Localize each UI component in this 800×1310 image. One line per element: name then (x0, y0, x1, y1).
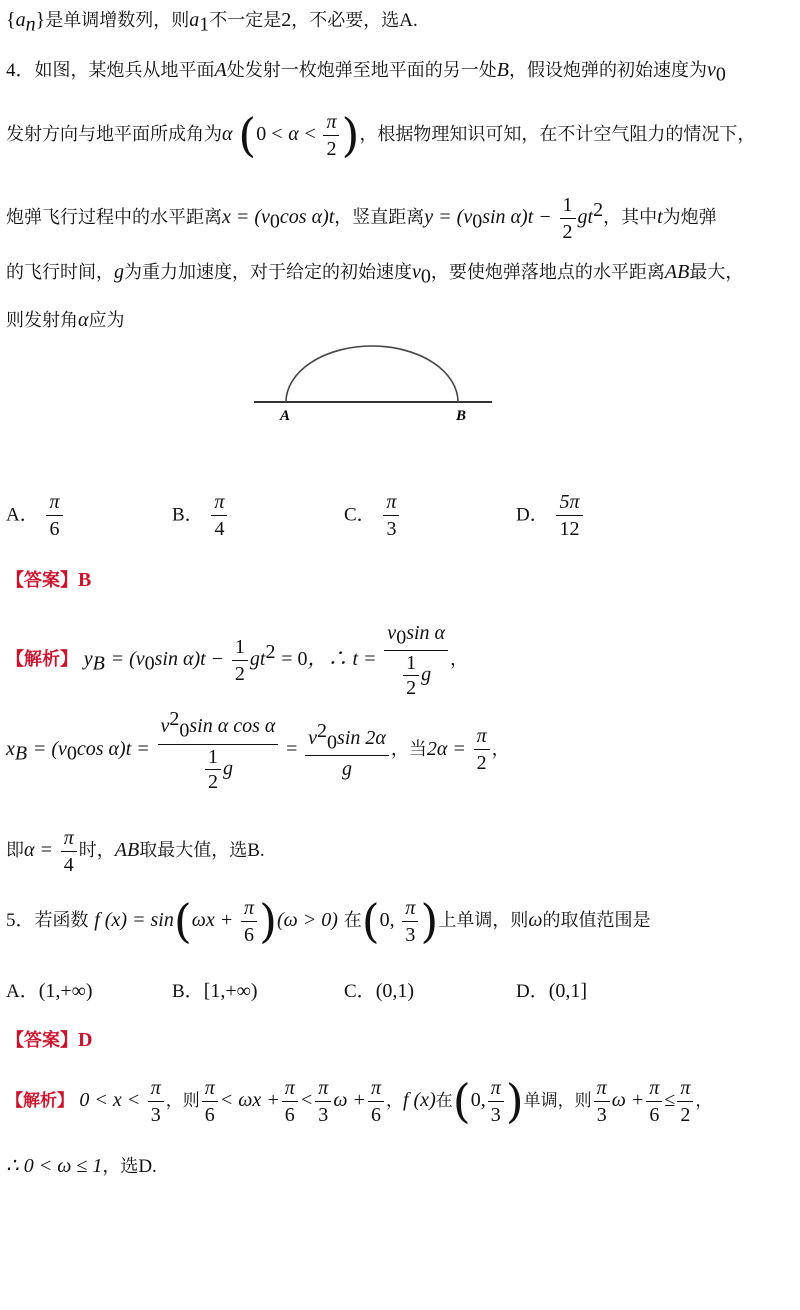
q4-line-3 (6, 180, 794, 243)
pi-over-6 (202, 1075, 218, 1128)
gt-var: gt (577, 206, 594, 228)
x-eq-2: cos α)t (279, 206, 335, 228)
q4-text: 如图，某炮兵从地平面 (34, 60, 215, 81)
frac-num: π (368, 1075, 384, 1102)
intro-text-2: 不一定是 (209, 10, 282, 31)
intro-text-1: 是单调增数列，则 (45, 10, 190, 31)
expr: sin α)t − (154, 648, 225, 670)
frac-num: v (160, 715, 170, 737)
v0-sub: 0 (420, 265, 431, 288)
option-value (556, 489, 582, 542)
frac-num-2: sin 2α (337, 726, 386, 749)
pi-over-2 (474, 723, 490, 776)
q5-option-b[interactable] (172, 976, 258, 1003)
q4-text: 为重力加速度，对于给定的初始速度 (124, 262, 412, 283)
punct: ， (450, 649, 469, 670)
paren-open: ( (173, 894, 192, 948)
analysis-tag: 【解析】 (6, 649, 78, 670)
intro-line (6, 6, 794, 39)
q4-option-d[interactable] (516, 489, 585, 542)
answer-letter: B. (247, 840, 265, 861)
omega-cond: (ω > 0) (277, 909, 338, 931)
expr-sub: 0 (66, 742, 77, 765)
gt-sup: 2 (265, 641, 276, 663)
q5-answer-line (6, 1026, 794, 1055)
frac-den: 2 (680, 1103, 691, 1126)
xb-frac-1 (158, 706, 279, 794)
pi-over-6 (646, 1075, 662, 1128)
q4-text: ，当 (390, 738, 427, 760)
frac-num: π (61, 825, 77, 852)
pi-over-3 (402, 895, 418, 948)
frac-num-sup: 2 (169, 708, 180, 730)
cond-left: 0 < (256, 123, 283, 145)
v0-var: v (706, 59, 716, 81)
expr: = 0 (281, 648, 308, 670)
trajectory-figure (250, 340, 500, 430)
xb-sub: B (14, 742, 28, 765)
omega-var: ω (528, 909, 543, 931)
q5-analysis-1 (6, 1070, 794, 1130)
expr: = (v (110, 648, 145, 670)
frac-num: π (383, 489, 399, 516)
point-b: B (496, 59, 509, 81)
set-brace-close: } (35, 9, 46, 31)
q4-text: 最大， (689, 262, 744, 283)
option-value (383, 489, 399, 542)
frac-num: π (677, 1075, 693, 1102)
intro-text-3: ，不必要，选 (291, 10, 400, 31)
q4-text: 即 (6, 840, 24, 861)
option-letter: A． (6, 981, 39, 1002)
half-frac (560, 192, 576, 245)
q4-line-4 (6, 258, 794, 291)
q4-text: 为炮弹 (662, 207, 717, 228)
q4-option-c[interactable] (344, 489, 401, 542)
q4-text: 应为 (88, 310, 125, 331)
frac-num: π (594, 1075, 610, 1102)
half-frac (232, 634, 248, 687)
q4-text: 取最大值，选 (139, 840, 248, 861)
paren-close: ) (505, 1074, 524, 1128)
expr: f (x) (402, 1089, 436, 1111)
answer-value: B (78, 569, 92, 591)
answer-tag: 【答案】 (6, 570, 78, 591)
frac-num: π (646, 1075, 662, 1102)
pi-over-6 (241, 895, 257, 948)
option-letter: B． (172, 504, 204, 526)
frac-num: π (323, 109, 339, 136)
frac-den: 6 (370, 1103, 381, 1126)
a1-sub: 1 (199, 13, 210, 36)
cond-lt: < (304, 123, 316, 145)
q4-text: 发射方向与地平面所成角为 (6, 124, 222, 145)
frac-num: π (474, 723, 490, 750)
frac-num: π (488, 1075, 504, 1102)
frac-num: π (402, 895, 418, 922)
q4-analysis-1 (6, 612, 794, 700)
expr: ω + (333, 1089, 366, 1111)
frac-num: 1 (205, 745, 221, 770)
frac-den: 12 (559, 518, 580, 540)
expr: 0 < x < (79, 1089, 141, 1111)
frac-num: π (211, 489, 227, 516)
t-var: t (657, 206, 663, 228)
q4-text: 处发射一枚炮弹至地平面的另一处 (226, 60, 497, 81)
y-eq-2: sin α)t − (482, 206, 552, 228)
frac-num: 5π (556, 489, 582, 516)
punct: ， (491, 738, 510, 760)
frac-num: 1 (232, 634, 248, 661)
option-letter: C． (344, 981, 376, 1002)
q5-text: 若函数 (34, 910, 89, 931)
gt-var: gt (249, 648, 266, 670)
frac-num-sub: 0 (327, 731, 338, 754)
option-value (46, 489, 62, 542)
frac-num: v (308, 726, 318, 749)
q4-text: 时， (78, 840, 115, 861)
q4-text: ，其中 (603, 207, 658, 228)
expr: α = (24, 839, 53, 861)
q5-text: 单调，则 (523, 1091, 592, 1111)
x-sub: 0 (269, 210, 280, 233)
half-frac (403, 651, 419, 700)
trajectory-arc (286, 346, 458, 402)
expr: 0, (379, 909, 395, 931)
frac-num-2: sin α (406, 621, 446, 644)
ab-var: AB (664, 261, 690, 283)
pi-over-3 (315, 1075, 331, 1128)
alpha-var: α (78, 309, 89, 331)
frac-num: 1 (560, 192, 576, 219)
q5-line-1 (6, 890, 794, 950)
paren-open: ( (452, 1074, 471, 1128)
answer-letter: D. (138, 1156, 157, 1177)
seq-sub: n (25, 13, 36, 36)
q4-text: ，假设炮弹的初始速度为 (508, 60, 707, 81)
pi-over-2 (323, 109, 339, 162)
q4-analysis-3 (6, 820, 794, 880)
q4-number: 4． (6, 60, 35, 81)
frac-den: 3 (405, 923, 416, 946)
a1-var: a (189, 9, 200, 31)
paren-open: ( (361, 894, 380, 948)
frac-den: 6 (649, 1103, 660, 1126)
option-letter: D． (516, 981, 549, 1002)
yb-sub: B (92, 652, 105, 675)
frac-num-sup: 2 (317, 719, 328, 742)
q4-text: ，要使炮弹落地点的水平距离 (430, 262, 665, 283)
expr: cos α)t = (76, 737, 150, 760)
q5-text: 的取值范围是 (542, 910, 651, 931)
expr-sub: 0 (144, 652, 155, 675)
expr: ≤ (664, 1089, 676, 1111)
punct: ， (385, 1091, 403, 1111)
q4-option-a[interactable] (6, 489, 65, 542)
ab-var: AB (114, 839, 140, 861)
frac-den: g (342, 758, 352, 781)
q5-option-d[interactable] (516, 976, 587, 1003)
g-var: g (222, 757, 233, 780)
paren-close: ) (420, 894, 439, 948)
q5-text: 在 (343, 910, 362, 931)
option-letter: A． (6, 504, 39, 526)
frac-num: v (387, 621, 397, 644)
frac-num-2: sin α cos α (189, 715, 276, 737)
frac-den: 2 (476, 752, 487, 775)
frac-num: π (241, 895, 257, 922)
frac-den: 3 (386, 518, 397, 540)
gt-sup: 2 (593, 199, 604, 221)
expr: < ωx + (219, 1089, 280, 1111)
option-value: [1,+∞) (203, 980, 258, 1002)
t-frac (384, 620, 448, 701)
g-var: g (421, 663, 432, 686)
expr: ∴ 0 < ω ≤ 1 (6, 1155, 103, 1177)
frac-den: 2 (326, 137, 337, 160)
frac-num: π (148, 1075, 164, 1102)
analysis-tag: 【解析】 (6, 1091, 74, 1111)
q4-line-1 (6, 56, 794, 89)
y-eq: y = (v (424, 206, 473, 228)
q4-line-2 (6, 104, 794, 164)
frac-num: π (46, 489, 62, 516)
q5-text: 上单调，则 (438, 910, 529, 931)
frac-den: 3 (490, 1103, 501, 1126)
pi-over-2 (677, 1075, 693, 1128)
q5-option-a[interactable] (6, 976, 93, 1003)
set-brace-open: { (6, 9, 16, 31)
paren-open: ( (238, 108, 257, 162)
option-letter: D． (516, 504, 549, 526)
paren-close: ) (259, 894, 278, 948)
q5-option-c[interactable] (344, 976, 414, 1003)
v0-sub: 0 (715, 63, 726, 86)
figure-label-a: A (280, 408, 291, 424)
punct: ， (695, 1091, 713, 1111)
expr: = (286, 737, 298, 760)
option-value: (0,1) (375, 980, 415, 1002)
intro-answer: A. (399, 10, 418, 31)
q5-text: ，选 (102, 1156, 139, 1177)
frac-num: 1 (403, 651, 419, 676)
frac-den: 6 (284, 1103, 295, 1126)
q4-answer-line (6, 566, 794, 595)
option-letter: C． (344, 504, 376, 526)
x-eq: x = (v (222, 206, 270, 228)
frac-num-sub: 0 (396, 626, 407, 649)
option-letter: B． (172, 981, 204, 1002)
frac-den: 2 (406, 677, 417, 700)
q5-analysis-2 (6, 1152, 794, 1181)
figure-label-b: B (456, 408, 467, 424)
q5-number: 5． (6, 910, 35, 931)
expr: f (x) = sin (94, 909, 174, 931)
y-sub: 0 (472, 210, 483, 233)
expr: ，∴ t = (307, 648, 377, 670)
xb-var: x (6, 737, 15, 760)
frac-num-sub: 0 (179, 719, 190, 742)
g-var: g (114, 261, 124, 283)
option-value: (1,+∞) (38, 980, 93, 1002)
expr: = (v (32, 737, 67, 760)
frac-num: π (282, 1075, 298, 1102)
q5-text: 在 (435, 1091, 453, 1111)
point-a: A (214, 59, 227, 81)
expr: ω + (611, 1089, 645, 1111)
paren-close: ) (341, 108, 360, 162)
half-frac (205, 745, 221, 794)
frac-den: 4 (214, 518, 225, 540)
q4-option-b[interactable] (172, 489, 229, 542)
pi-over-3 (594, 1075, 610, 1128)
pi-over-6 (368, 1075, 384, 1128)
frac-den: 3 (318, 1103, 329, 1126)
intro-two: 2 (281, 9, 292, 31)
frac-den: 2 (207, 770, 218, 793)
frac-den: 6 (204, 1103, 215, 1126)
frac-den: 6 (49, 518, 60, 540)
cond-alpha: α (288, 123, 299, 145)
expr: < (299, 1089, 314, 1111)
answer-value: D (78, 1029, 93, 1051)
option-value (211, 489, 227, 542)
frac-den: 2 (562, 220, 573, 243)
pi-over-4 (61, 825, 77, 878)
q5-text: ，则 (165, 1091, 200, 1111)
expr: ωx + (191, 909, 234, 931)
q4-line-5 (6, 306, 794, 335)
xb-frac-2 (305, 718, 389, 783)
frac-den: 6 (244, 923, 255, 946)
q4-text: 则发射角 (6, 310, 78, 331)
answer-tag: 【答案】 (6, 1030, 78, 1051)
expr: 2α = (426, 737, 466, 760)
q4-analysis-2 (6, 706, 794, 793)
q4-text: 炮弹飞行过程中的水平距离 (6, 207, 222, 228)
q4-text: ，根据物理知识可知，在不计空气阻力的情况下， (359, 124, 756, 145)
frac-den: 3 (596, 1103, 607, 1126)
option-value: (0,1] (548, 980, 588, 1002)
frac-num: π (315, 1075, 331, 1102)
frac-den: 3 (150, 1103, 161, 1126)
pi-over-3 (488, 1075, 504, 1128)
pi-over-3 (148, 1075, 164, 1128)
frac-den: 2 (234, 662, 245, 685)
q4-text: ，竖直距离 (334, 207, 425, 228)
frac-num: π (202, 1075, 218, 1102)
frac-den: 4 (63, 853, 74, 876)
yb-var: y (83, 648, 93, 670)
v0-var: v (412, 261, 421, 283)
pi-over-6 (282, 1075, 298, 1128)
alpha-var: α (222, 123, 233, 145)
q4-text: 的飞行时间， (6, 262, 114, 283)
seq-a: a (15, 9, 26, 31)
expr: 0, (470, 1089, 486, 1111)
